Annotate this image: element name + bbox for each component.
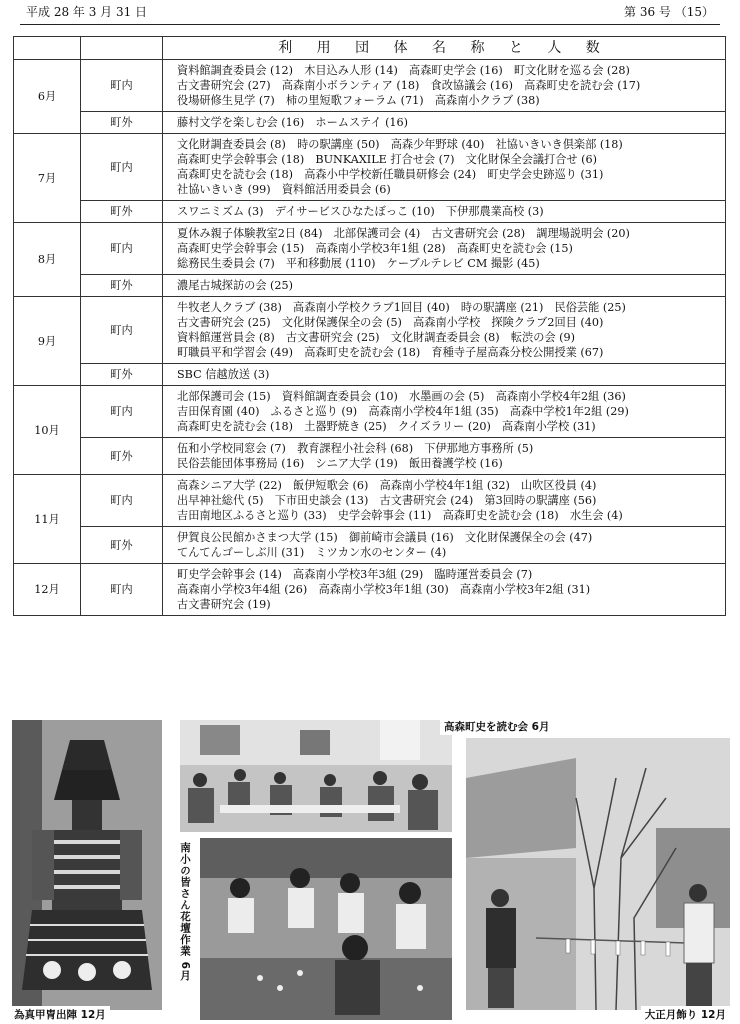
newyear-photo [466, 738, 730, 1010]
group-line: 伍和小学校同窓会 (7) 教育課程小社会科 (68) 下伊那地方事務所 (5) [177, 442, 534, 455]
groups-inside [163, 297, 726, 364]
table-row [14, 223, 726, 275]
group-line: スワニミズム (3) デイサービスひなたぼっこ (10) 下伊那農業高校 (3) [177, 205, 544, 218]
place-inside: 町内 [81, 134, 163, 201]
group-line: 民俗芸能団体事務局 (16) シニア大学 (19) 飯田養護学校 (16) [177, 457, 503, 470]
month-label: 9月 [14, 297, 81, 386]
group-line: 古文書研究会 (25) 文化財保護保全の会 (5) 高森南小学校 探険クラブ2回目 (40) [177, 316, 604, 329]
garden-caption: 南小の皆さん花壇作業 6月 [179, 842, 191, 982]
group-line: 総務民生委員会 (7) 平和移動展 (110) ケーブルテレビ CM 撮影 (45) [177, 257, 540, 270]
reading-photo [180, 720, 452, 832]
place-inside: 町内 [81, 60, 163, 112]
table-row [14, 475, 726, 527]
place-outside: 町外 [81, 438, 163, 475]
place-outside: 町外 [81, 201, 163, 223]
table-row [14, 438, 726, 475]
reading-caption: 高森町史を読む会 6月 [440, 718, 553, 735]
group-line: 濃尾古城探訪の会 (25) [177, 279, 294, 292]
groups-outside [163, 112, 726, 134]
place-inside: 町内 [81, 564, 163, 616]
armor-photo [12, 720, 162, 1010]
group-line: 社協いきいき (99) 資料館活用委員会 (6) [177, 183, 391, 196]
groups-inside [163, 475, 726, 527]
place-inside: 町内 [81, 297, 163, 364]
group-line: てんてんゴーしぶ川 (31) ミツカン水のセンター (4) [177, 546, 447, 559]
groups-inside [163, 134, 726, 201]
group-line: 古文書研究会 (27) 高森南小ボランティア (18) 食改協議会 (16) 高森町史を読む会 (17) [177, 79, 641, 92]
page-header [20, 0, 720, 25]
issue-date: 平成 28 年 3 月 31 日 [26, 5, 148, 19]
group-line: SBC 信越放送 (3) [177, 368, 270, 381]
month-label: 6月 [14, 60, 81, 134]
month-label: 7月 [14, 134, 81, 223]
newyear-caption: 大正月飾り 12月 [641, 1006, 730, 1023]
group-line: 牛牧老人クラブ (38) 高森南小学校クラブ1回目 (40) 時の駅講座 (21) 民俗芸能 (25) [177, 301, 626, 314]
armor-caption: 為真甲冑出陣 12月 [10, 1006, 110, 1023]
month-label: 10月 [14, 386, 81, 475]
month-label: 8月 [14, 223, 81, 297]
groups-outside [163, 275, 726, 297]
table-row [14, 364, 726, 386]
group-line: 高森シニア大学 (22) 飯伊短歌会 (6) 高森南小学校4年1組 (32) 山吹区役員 (4) [177, 479, 597, 492]
group-line: 伊賀良公民館かさまつ大学 (15) 御前崎市会議員 (16) 文化財保護保全の会 (47) [177, 531, 593, 544]
group-line: 高森町史を読む会 (18) 高森小中学校新任職員研修会 (24) 町史学会史跡巡り (31) [177, 168, 604, 181]
usage-table [13, 36, 726, 616]
place-outside: 町外 [81, 275, 163, 297]
group-line: 町史学会幹事会 (14) 高森南小学校3年3組 (29) 臨時運営委員会 (7) [177, 568, 533, 581]
groups-outside [163, 201, 726, 223]
garden-photo [200, 838, 452, 1020]
group-line: 資料館運営員会 (8) 古文書研究会 (25) 文化財調査委員会 (8) 転渋の会 (9) [177, 331, 575, 344]
table-row [14, 386, 726, 438]
groups-outside [163, 527, 726, 564]
place-inside: 町内 [81, 223, 163, 275]
group-line: 吉田南地区ふるさと巡り (33) 史学会幹事会 (11) 高森町史を読む会 (18) 水生会 (4) [177, 509, 623, 522]
group-line: 高森町史学会幹事会 (15) 高森南小学校3年1組 (28) 高森町史を読む会 (15) [177, 242, 573, 255]
groups-inside [163, 223, 726, 275]
table-row [14, 297, 726, 364]
group-line: 吉田保育園 (40) ふるさと巡り (9) 高森南小学校4年1組 (35) 高森中学校1年2組 (29) [177, 405, 629, 418]
group-line: 北部保護司会 (15) 資料館調査委員会 (10) 水墨画の会 (5) 高森南小学校4年2組 (36) [177, 390, 626, 403]
table-row [14, 134, 726, 201]
groups-outside [163, 438, 726, 475]
place-inside: 町内 [81, 475, 163, 527]
group-line: 高森町史学会幹事会 (18) BUNKAXILE 打合せ会 (7) 文化財保全会議打合せ (6) [177, 153, 597, 166]
place-outside: 町外 [81, 527, 163, 564]
table-row [14, 112, 726, 134]
group-line: 藤村文学を楽しむ会 (16) ホームステイ (16) [177, 116, 409, 129]
group-line: 資料館調査委員会 (12) 木目込み人形 (14) 高森町史学会 (16) 町文化財を巡る会 (28) [177, 64, 630, 77]
groups-inside [163, 386, 726, 438]
place-outside: 町外 [81, 364, 163, 386]
group-line: 役場研修生見学 (7) 柿の里短歌フォーラム (71) 高森南小クラブ (38) [177, 94, 540, 107]
group-line: 高森町史を読む会 (18) 土器野焼き (25) クイズラリー (20) 高森南小学校 (31) [177, 420, 596, 433]
table-row [14, 275, 726, 297]
groups-inside [163, 60, 726, 112]
month-label: 11月 [14, 475, 81, 564]
table-row [14, 201, 726, 223]
group-line: 高森南小学校3年4組 (26) 高森南小学校3年1組 (30) 高森南小学校3年2組 (31) [177, 583, 591, 596]
group-line: 夏休み親子体験教室2日 (84) 北部保護司会 (4) 古文書研究会 (28) 調理場説明会 (20) [177, 227, 630, 240]
group-line: 出早神社総代 (5) 下市田史談会 (13) 古文書研究会 (24) 第3回時の駅講座 (56) [177, 494, 597, 507]
table-row [14, 60, 726, 112]
place-outside: 町外 [81, 112, 163, 134]
table-row [14, 527, 726, 564]
groups-outside [163, 364, 726, 386]
issue-number: 第 36 号 （15） [624, 5, 714, 19]
table-row [14, 564, 726, 616]
month-label: 12月 [14, 564, 81, 616]
groups-inside [163, 564, 726, 616]
group-line: 町職員平和学習会 (49) 高森町史を読む会 (18) 育種寺子屋高森分校公開授業 (67) [177, 346, 604, 359]
group-line: 文化財調査委員会 (8) 時の駅講座 (50) 高森少年野球 (40) 社協いきいき倶楽部 (18) [177, 138, 623, 151]
group-line: 古文書研究会 (19) [177, 598, 271, 611]
place-inside: 町内 [81, 386, 163, 438]
table-title: 利 用 団 体 名 称 と 人 数 [163, 37, 726, 60]
